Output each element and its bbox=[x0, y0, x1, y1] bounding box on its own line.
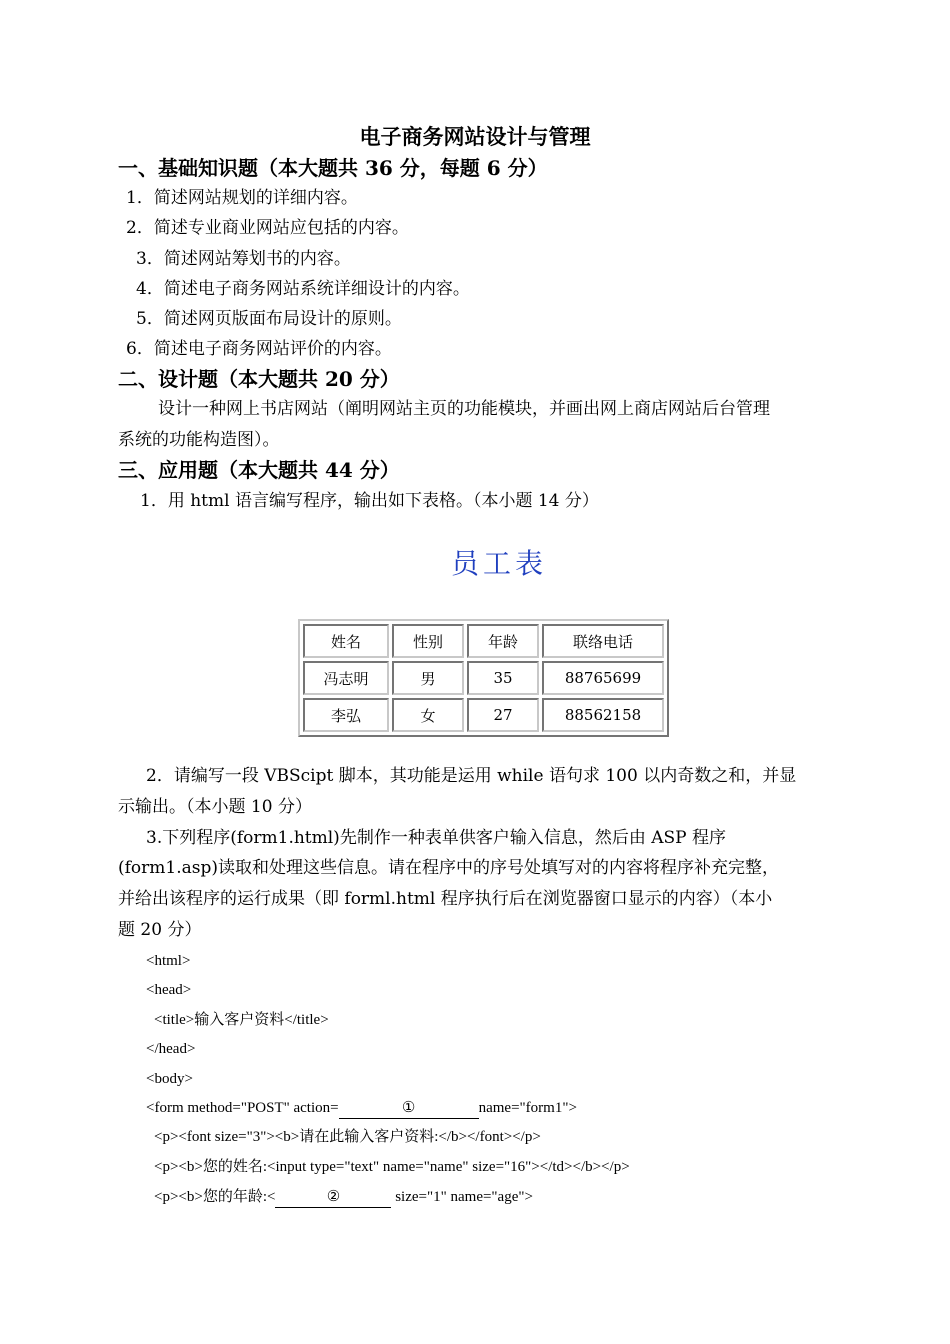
table-cell: 88562158 bbox=[542, 698, 664, 732]
question-1-6: 6．简述电子商务网站评价的内容。 bbox=[126, 339, 392, 359]
question-3-3-line4: 题 20 分） bbox=[118, 920, 202, 940]
code-line-age bbox=[154, 1186, 533, 1208]
code-text: <p><b>您的年龄:< bbox=[154, 1189, 276, 1205]
code-text: name="form1"> bbox=[478, 1100, 577, 1116]
question-1-2: 2．简述专业商业网站应包括的内容。 bbox=[126, 218, 409, 238]
answer-blank-1: ① bbox=[339, 1098, 479, 1119]
employee-table bbox=[298, 619, 669, 737]
code-line: </head> bbox=[146, 1041, 196, 1057]
code-line: <title>输入客户资料</title> bbox=[154, 1012, 329, 1028]
table-cell: 冯志明 bbox=[303, 661, 389, 695]
section2-text-line2: 系统的功能构造图）。 bbox=[118, 430, 280, 450]
code-line: <head> bbox=[146, 982, 192, 998]
question-1-5: 5．简述网页版面布局设计的原则。 bbox=[136, 309, 402, 329]
code-line: <html> bbox=[146, 953, 191, 969]
question-3-1: 1．用 html 语言编写程序，输出如下表格。（本小题 14 分） bbox=[140, 491, 599, 511]
answer-blank-2: ② bbox=[275, 1187, 391, 1208]
table-header-row bbox=[303, 624, 664, 658]
table-row bbox=[303, 661, 664, 695]
question-3-2-line1: 2．请编写一段 VBScipt 脚本，其功能是运用 while 语句求 100 以内奇数之和，并显 bbox=[146, 766, 797, 786]
document-title: 电子商务网站设计与管理 bbox=[359, 124, 591, 149]
question-1-1: 1．简述网站规划的详细内容。 bbox=[126, 188, 358, 208]
question-3-2-line2: 示输出。（本小题 10 分） bbox=[118, 797, 312, 817]
code-line: <body> bbox=[146, 1071, 193, 1087]
question-3-3-line2: (form1.asp)读取和处理这些信息。请在程序中的序号处填写对的内容将程序补充完整， bbox=[118, 858, 779, 878]
code-text: size="1" name="age"> bbox=[391, 1189, 533, 1205]
question-3-3-line3: 并给出该程序的运行成果（即 forml.html 程序执行后在浏览器窗口显示的内容）（本小 bbox=[118, 889, 773, 909]
table-cell: 男 bbox=[392, 661, 464, 695]
section2-heading: 二、设计题（本大题共 20 分） bbox=[118, 367, 400, 391]
table-cell: 88765699 bbox=[542, 661, 664, 695]
table-title: 员工表 bbox=[450, 547, 547, 580]
question-1-3: 3．简述网站筹划书的内容。 bbox=[136, 249, 351, 269]
section2-text-line1: 设计一种网上书店网站（阐明网站主页的功能模块，并画出网上商店网站后台管理 bbox=[158, 399, 770, 419]
section1-heading: 一、基础知识题（本大题共 36 分，每题 6 分） bbox=[118, 156, 548, 180]
code-line-form bbox=[146, 1097, 577, 1119]
question-3-3-line1: 3.下列程序(form1.html)先制作一种表单供客户输入信息，然后由 ASP 程序 bbox=[146, 828, 726, 848]
header-cell-name: 姓名 bbox=[303, 624, 389, 658]
table-cell: 李弘 bbox=[303, 698, 389, 732]
code-line: <p><font size="3"><b>请在此输入客户资料:</b></font></p> bbox=[154, 1129, 541, 1145]
code-text: <form method="POST" action= bbox=[146, 1100, 339, 1116]
question-1-4: 4．简述电子商务网站系统详细设计的内容。 bbox=[136, 279, 470, 299]
table-cell: 35 bbox=[467, 661, 539, 695]
code-line: <p><b>您的姓名:<input type="text" name="name" size="16"></td></b></p> bbox=[154, 1159, 630, 1175]
header-cell-phone: 联络电话 bbox=[542, 624, 664, 658]
section3-heading: 三、应用题（本大题共 44 分） bbox=[118, 458, 400, 482]
header-cell-gender: 性别 bbox=[392, 624, 464, 658]
table-row bbox=[303, 698, 664, 732]
table-cell: 27 bbox=[467, 698, 539, 732]
header-cell-age: 年龄 bbox=[467, 624, 539, 658]
table-cell: 女 bbox=[392, 698, 464, 732]
